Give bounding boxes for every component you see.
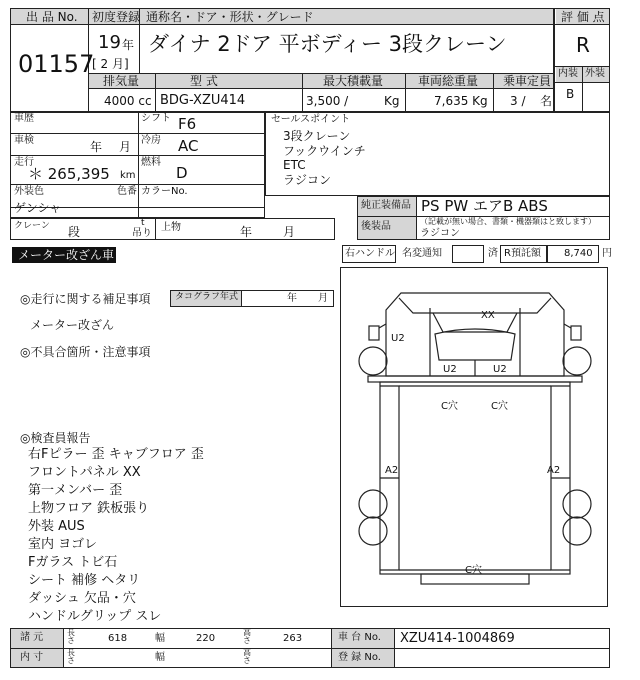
height-value: 263 bbox=[283, 633, 303, 644]
recycle-prefix: 済 bbox=[488, 248, 498, 259]
recycle-value: 8,740 bbox=[564, 248, 593, 259]
upper-year: 年 bbox=[240, 225, 253, 239]
sales-points-label: セールスポイント bbox=[271, 114, 351, 125]
mark-a-left: A2 bbox=[385, 465, 399, 476]
inspector-title: ◎検査員報告 bbox=[20, 431, 91, 445]
mileage-label: 走行 bbox=[14, 157, 34, 168]
interior-width-label: 幅 bbox=[155, 652, 165, 663]
mileage-unit: km bbox=[120, 170, 136, 181]
after-equipment-value: ラジコン bbox=[420, 228, 460, 239]
after-equipment-note: （記載が無い場合、書類・機器類はと致します） bbox=[420, 217, 596, 226]
height-label: 高さ bbox=[243, 628, 251, 645]
upper-label: 上物 bbox=[161, 222, 181, 233]
reg-no-label: 登 録 No. bbox=[338, 652, 381, 663]
displacement-value: 4000 cc bbox=[104, 94, 152, 108]
std-equipment-label: 純正装備品 bbox=[361, 200, 411, 211]
damage-diagram bbox=[340, 267, 608, 607]
interior-length-label: 長さ bbox=[67, 648, 75, 665]
crane-label: クレーン bbox=[14, 221, 50, 231]
shift-label: シフト bbox=[141, 113, 171, 124]
truck-top-view-svg bbox=[341, 268, 609, 608]
lot-number: 01157 bbox=[18, 50, 95, 78]
eval-label: 評 価 点 bbox=[561, 10, 605, 24]
exterior-label: 外装 bbox=[585, 68, 605, 79]
first-reg-label: 初度登録 bbox=[92, 10, 141, 24]
mark-c-left: C穴 bbox=[441, 401, 458, 412]
crane-hang: 吊り bbox=[132, 228, 152, 239]
ac-value: AC bbox=[178, 137, 199, 155]
inspector-item: 第一メンバー 歪 bbox=[28, 483, 123, 498]
color-no-label: 色番 bbox=[117, 186, 137, 197]
capacity-label: 乗車定員 bbox=[503, 74, 552, 88]
color-no-label-2: カラーNo. bbox=[141, 186, 188, 197]
eval-score: R bbox=[576, 33, 590, 57]
first-reg-month: [ 2 月] bbox=[92, 57, 129, 71]
crane-ton: t bbox=[141, 218, 145, 228]
inspector-item: 室内 ヨゴレ bbox=[28, 537, 98, 552]
name-change-box bbox=[452, 245, 484, 263]
inspector-item: Fガラス トビ石 bbox=[28, 555, 118, 570]
maxload-unit: Kg bbox=[384, 94, 400, 108]
chassis-label: 車 台 No. bbox=[338, 632, 381, 643]
shift-value: F6 bbox=[178, 115, 197, 133]
maxload-label: 最大積載量 bbox=[323, 74, 384, 88]
recycle-unit: 円 bbox=[602, 248, 612, 259]
interior-dims-label: 内 寸 bbox=[20, 652, 44, 663]
inspection-month-unit: 月 bbox=[119, 140, 132, 154]
defects-title: ◎不具合箇所・注意事項 bbox=[20, 345, 151, 359]
sales-point-item: ラジコン bbox=[283, 173, 332, 187]
inspector-item: 右Fピラー 歪 キャブフロア 歪 bbox=[28, 447, 204, 462]
inspector-item: ハンドルグリップ スレ bbox=[28, 609, 162, 624]
name-label: 通称名・ドア・形状・グレード bbox=[146, 10, 314, 24]
right-handle-label: 右ハンドル bbox=[345, 248, 395, 259]
tacho-year: 年 bbox=[287, 293, 297, 304]
driving-notes-title: ◎走行に関する補足事項 bbox=[20, 292, 151, 306]
inspector-item: フロントパネル XX bbox=[28, 465, 141, 480]
length-label: 長さ bbox=[67, 628, 75, 645]
interior-label: 内装 bbox=[558, 68, 578, 79]
capacity-value: 3 / bbox=[510, 94, 526, 108]
gross-label: 車両総重量 bbox=[418, 74, 479, 88]
recycle-label: R預託額 bbox=[504, 248, 541, 259]
capacity-unit: 名 bbox=[540, 94, 553, 108]
after-equipment-label: 後装品 bbox=[361, 221, 391, 232]
tacho-month: 月 bbox=[318, 293, 328, 304]
sales-point-item: ETC bbox=[283, 158, 306, 172]
mark-c-bottom: C穴 bbox=[465, 565, 482, 576]
mark-u2-mid-1: U2 bbox=[443, 364, 457, 375]
ext-color-value: ゲンシャ bbox=[14, 201, 62, 215]
meter-tamper-label: メーター改ざん車 bbox=[18, 248, 115, 262]
fuel-value: D bbox=[176, 164, 188, 182]
mark-u2-left: U2 bbox=[391, 333, 405, 344]
history-label: 車歴 bbox=[14, 113, 34, 124]
interior-height-label: 高さ bbox=[243, 648, 251, 665]
width-value: 220 bbox=[196, 633, 216, 644]
lot-label: 出 品 No. bbox=[26, 10, 78, 24]
maxload-value: 3,500 / bbox=[306, 94, 349, 108]
tacho-label: タコグラフ年式 bbox=[175, 292, 239, 302]
driving-note: メーター改ざん bbox=[30, 318, 115, 332]
interior-score: B bbox=[566, 87, 575, 101]
dims-label: 諸 元 bbox=[20, 632, 44, 643]
inspection-year-unit: 年 bbox=[90, 140, 103, 154]
gross-value: 7,635 Kg bbox=[434, 94, 488, 108]
mark-front-xx: XX bbox=[481, 310, 495, 321]
inspector-item: シート 補修 ヘタリ bbox=[28, 573, 141, 588]
displacement-label: 排気量 bbox=[103, 74, 140, 88]
inspector-item: ダッシュ 欠品・穴 bbox=[28, 591, 136, 606]
ext-color-label: 外装色 bbox=[14, 186, 44, 197]
model-code: BDG-XZU414 bbox=[160, 93, 246, 108]
chassis-number: XZU414-1004869 bbox=[400, 631, 515, 646]
upper-month: 月 bbox=[283, 225, 296, 239]
model-label: 型 式 bbox=[190, 74, 218, 88]
inspection-label: 車検 bbox=[14, 135, 34, 146]
ac-label: 冷房 bbox=[141, 135, 161, 146]
name-change-label: 名変通知 bbox=[402, 248, 442, 259]
inspector-item: 外装 AUS bbox=[28, 519, 85, 534]
length-value: 618 bbox=[108, 633, 128, 644]
mileage-value: ＊ 265,395 bbox=[28, 165, 110, 183]
crane-steps: 段 bbox=[68, 225, 81, 239]
mark-u2-mid-2: U2 bbox=[493, 364, 507, 375]
spec-label-row bbox=[89, 73, 553, 88]
mark-c-right: C穴 bbox=[491, 401, 508, 412]
mark-a-right: A2 bbox=[547, 465, 561, 476]
model-name: ダイナ 2ドア 平ボディー 3段クレーン bbox=[148, 32, 507, 56]
std-equipment-value: PS PW エアB ABS bbox=[421, 197, 548, 215]
inspector-item: 上物フロア 鉄板張り bbox=[28, 501, 150, 516]
first-reg-year-unit: 年 bbox=[122, 38, 135, 52]
first-reg-year: 19 bbox=[98, 32, 121, 53]
width-label: 幅 bbox=[155, 633, 165, 644]
fuel-label: 燃料 bbox=[141, 157, 161, 168]
sales-point-item: フックウインチ bbox=[283, 144, 366, 158]
sales-point-item: 3段クレーン bbox=[283, 129, 351, 143]
